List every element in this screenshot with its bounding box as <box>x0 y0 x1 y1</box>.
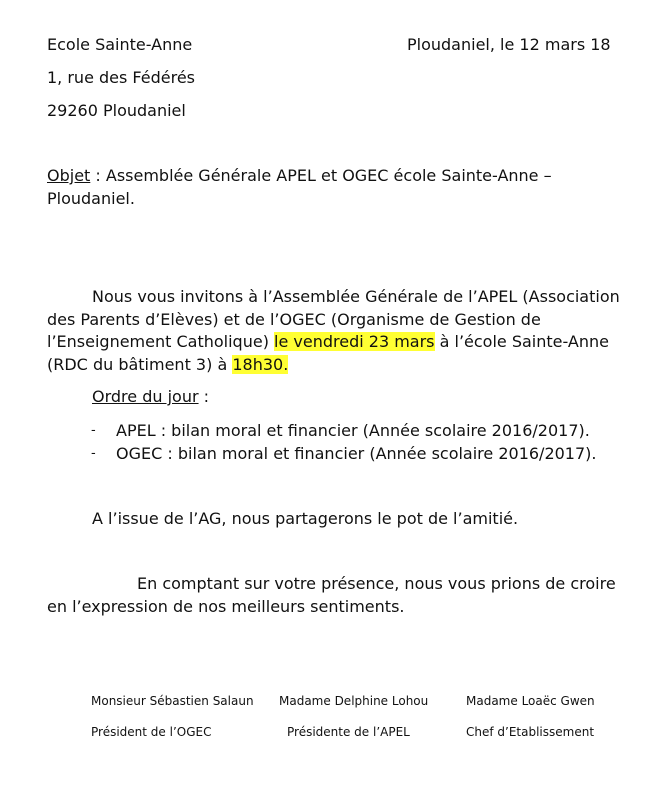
body-line-3-start: l’Enseignement Catholique) <box>47 332 275 351</box>
sender-city: 29260 Ploudaniel <box>47 101 186 120</box>
agenda-title <box>92 386 209 408</box>
sender-street: 1, rue des Fédérés <box>47 68 195 87</box>
agenda-bullet-1: - <box>91 423 96 438</box>
signatory-1-name: Monsieur Sébastien Salaun <box>91 694 254 708</box>
body-line-3 <box>47 331 609 353</box>
body-line-2: des Parents d’Elèves) et de l’OGEC (Organisme de Gestion de <box>47 310 541 329</box>
signatory-1-role: Président de l’OGEC <box>91 725 212 739</box>
place-date: Ploudaniel, le 12 mars 18 <box>407 35 611 54</box>
agenda-title-label: Ordre du jour <box>92 387 199 406</box>
highlight-time: 18h30. <box>232 355 289 374</box>
subject-line <box>47 165 552 187</box>
body-line-4-start: (RDC du bâtiment 3) à <box>47 355 233 374</box>
agenda-bullet-2: - <box>91 446 96 461</box>
highlight-date: le vendredi 23 mars <box>274 332 435 351</box>
signatory-2-name: Madame Delphine Lohou <box>279 694 429 708</box>
agenda-item-1: APEL : bilan moral et financier (Année scolaire 2016/2017). <box>116 421 590 440</box>
subject-line-2: Ploudaniel. <box>47 189 135 208</box>
salutation-line-2: en l’expression de nos meilleurs sentiments. <box>47 597 405 616</box>
agenda-title-suffix: : <box>198 387 210 406</box>
body-line-3-end: à l’école Sainte-Anne <box>434 332 609 351</box>
subject-label: Objet <box>47 166 91 185</box>
signatory-3-role: Chef d’Etablissement <box>466 725 595 739</box>
salutation-line-1: En comptant sur votre présence, nous vous prions de croire <box>137 574 616 593</box>
sender-school: Ecole Sainte-Anne <box>47 35 193 54</box>
signatory-3-name: Madame Loaëc Gwen <box>466 694 595 708</box>
subject-text: : Assemblée Générale APEL et OGEC école Sainte-Anne – <box>90 166 552 185</box>
closing-ag: A l’issue de l’AG, nous partagerons le pot de l’amitié. <box>92 509 519 528</box>
agenda-item-2: OGEC : bilan moral et financier (Année scolaire 2016/2017). <box>116 444 597 463</box>
signatory-2-role: Présidente de l’APEL <box>287 725 410 739</box>
body-line-1: Nous vous invitons à l’Assemblée Générale de l’APEL (Association <box>92 287 620 306</box>
body-line-4 <box>47 354 288 376</box>
